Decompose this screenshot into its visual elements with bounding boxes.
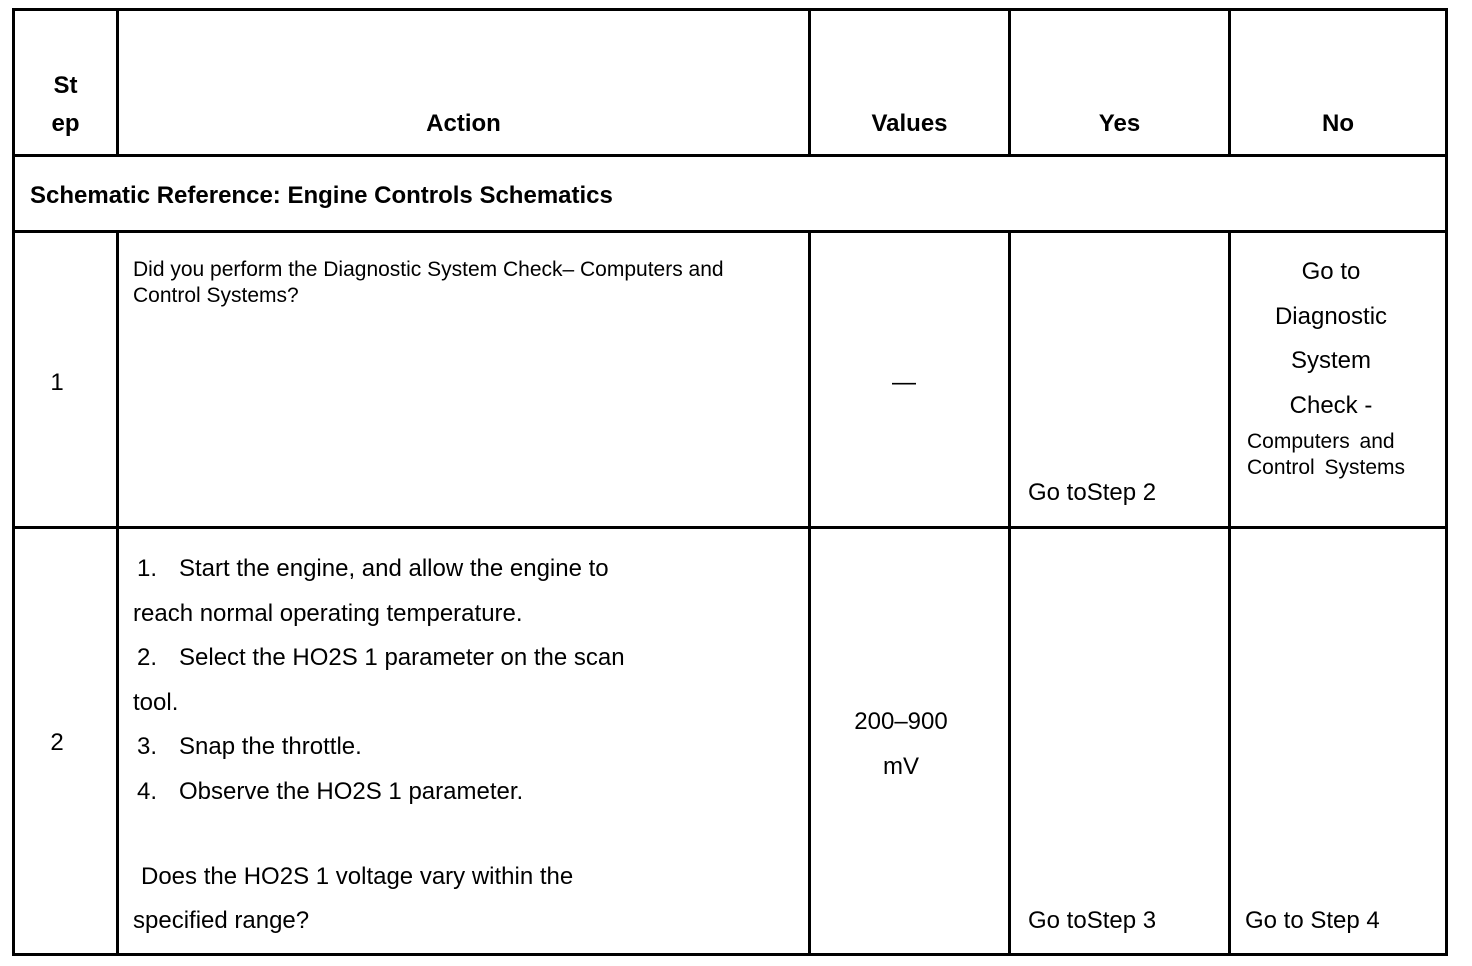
- action-item: 3. Snap the throttle.: [137, 733, 362, 760]
- row2-values: 200–900 mV: [854, 708, 948, 780]
- action-item: 1. Start the engine, and allow the engine to: [137, 555, 609, 582]
- row-divider: [15, 230, 1445, 233]
- header-no: No: [1322, 110, 1354, 137]
- col-divider: [1008, 230, 1011, 953]
- row1-no-line: Go to: [1301, 258, 1361, 285]
- action-item-cont: tool.: [133, 688, 179, 716]
- row2-no: Go to Step 4: [1245, 907, 1380, 934]
- action-item: 2. Select the HO2S 1 parameter on the scan: [137, 644, 625, 671]
- row-divider: [15, 154, 1445, 157]
- schematic-reference: Schematic Reference: Engine Controls Schematics: [30, 182, 613, 209]
- row1-no-line: Check -: [1289, 391, 1373, 419]
- row2-question: Does the HO2S 1 voltage vary within the: [141, 863, 574, 890]
- col-divider: [808, 230, 811, 953]
- row1-values: —: [892, 369, 916, 396]
- diagnostic-table: [12, 8, 1448, 956]
- row2-step: 2: [50, 729, 64, 756]
- header-values: Values: [871, 110, 948, 137]
- action-item-cont: reach normal operating temperature.: [133, 599, 523, 627]
- row1-no-line: Diagnostic: [1274, 302, 1388, 330]
- header-step: St ep: [51, 72, 80, 137]
- header-action: Action: [426, 110, 501, 137]
- col-divider: [116, 230, 119, 953]
- row1-no-line: System: [1290, 347, 1371, 374]
- row1-action: Did you perform the Diagnostic System Check– Computers and Control Systems?: [133, 258, 724, 307]
- row1-no: [1231, 250, 1431, 428]
- action-item: 4. Observe the HO2S 1 parameter.: [137, 777, 524, 805]
- row1-step: 1: [50, 369, 64, 396]
- row2-question-cont: specified range?: [133, 907, 310, 934]
- row-divider: [15, 526, 1445, 529]
- row2-yes: Go toStep 3: [1028, 907, 1157, 934]
- header-yes: Yes: [1098, 110, 1141, 137]
- row1-yes: Go toStep 2: [1028, 479, 1157, 506]
- row2-action: [133, 547, 803, 814]
- row1-no-small: Computers and Control Systems: [1247, 430, 1406, 479]
